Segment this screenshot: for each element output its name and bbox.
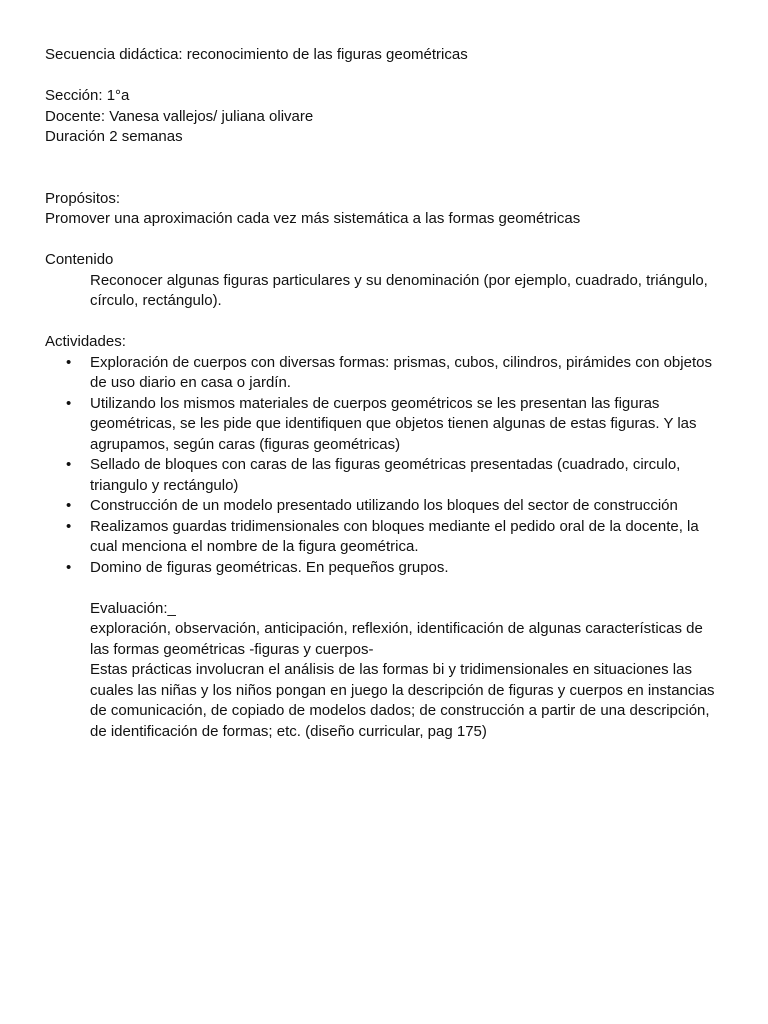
- bullet-icon: •: [66, 353, 72, 371]
- list-item-text: Utilizando los mismos materiales de cuerpos geométricos se les presentan las figuras geométricas, se les pide que identifiquen que objetos tienen algunas de estas figuras. Y las agrupamos, según caras (figuras geométricas): [90, 394, 697, 453]
- bullet-icon: •: [66, 517, 72, 535]
- duracion-line: Duración 2 semanas: [45, 128, 183, 145]
- list-item-text: Realizamos guardas tridimensionales con bloques mediante el pedido oral de la docente, la cual menciona el nombre de la figura geométrica.: [90, 517, 699, 555]
- bullet-icon: •: [66, 497, 72, 514]
- list-item: [45, 496, 725, 517]
- list-item: [45, 558, 725, 579]
- evaluacion-heading: Evaluación:_: [90, 599, 176, 617]
- propositos-text: Promover una aproximación cada vez más sistemática a las formas geométricas: [45, 210, 581, 227]
- evaluacion-text: Estas prácticas involucran el análisis de las formas bi y tridimensionales en situaciones las cuales las niñas y los niños pongan en juego la descripción de figuras y cuerpos en instancias de comunicación, de copiado de modelos dados; de construcción a partir de una descripción, de identificación de formas; etc. (diseño curricular, pag 175): [90, 661, 715, 740]
- contenido-heading: Contenido: [45, 251, 114, 268]
- document-title: Secuencia didáctica: reconocimiento de las figuras geométricas: [45, 46, 468, 63]
- document-page: [45, 45, 725, 742]
- list-item: [45, 455, 725, 496]
- bullet-icon: •: [66, 456, 72, 473]
- list-item: [45, 353, 725, 394]
- list-item: [45, 394, 725, 456]
- evaluacion-criteria: exploración, observación, anticipación, reflexión, identificación de algunas características de las formas geométricas -figuras y cuerpos-: [90, 620, 703, 658]
- list-item: [45, 517, 725, 558]
- contenido-text: Reconocer algunas figuras particulares y su denominación (por ejemplo, cuadrado, triángulo, círculo, rectángulo).: [90, 271, 708, 309]
- actividades-heading: Actividades:: [45, 333, 126, 350]
- list-item-text: Sellado de bloques con caras de las figuras geométricas presentadas (cuadrado, circulo, triangulo y rectángulo): [90, 456, 681, 494]
- activities-list: [45, 353, 725, 579]
- bullet-icon: •: [66, 558, 72, 576]
- list-item-text: Construcción de un modelo presentado utilizando los bloques del sector de construcción: [90, 497, 678, 514]
- list-item-text: Domino de figuras geométricas. En pequeños grupos.: [90, 558, 449, 576]
- propositos-heading: Propósitos:: [45, 189, 121, 207]
- bullet-icon: •: [66, 394, 72, 412]
- seccion-line: Sección: 1°a: [45, 87, 130, 104]
- docente-line: Docente: Vanesa vallejos/ juliana olivare: [45, 107, 314, 125]
- list-item-text: Exploración de cuerpos con diversas formas: prismas, cubos, cilindros, pirámides con objetos de uso diario en casa o jardín.: [90, 353, 712, 391]
